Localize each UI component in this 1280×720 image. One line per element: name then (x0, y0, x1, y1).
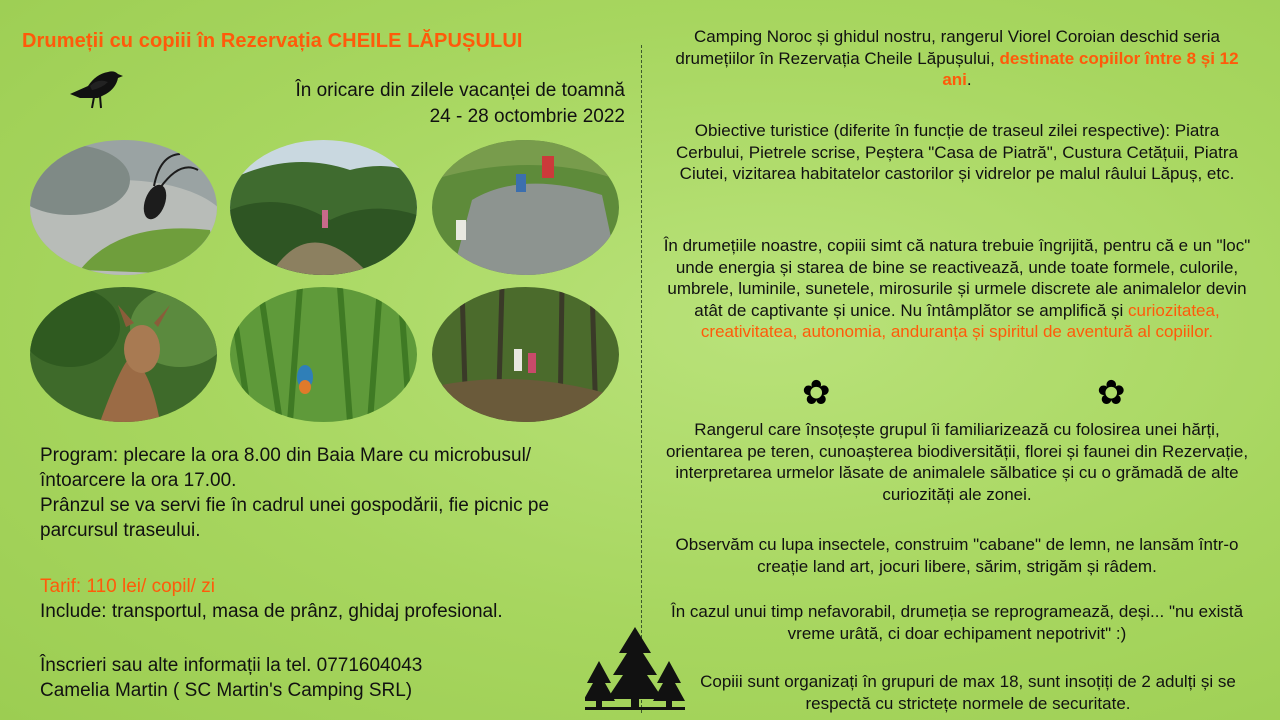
tarif-price: Tarif: 110 lei/ copil/ zi (40, 576, 215, 597)
dates-line-1: În oricare din zilele vacanței de toamnă (295, 80, 625, 101)
trees-icon (585, 625, 685, 710)
program-lunch: Prânzul se va servi fie în cadrul unei gospodării, fie picnic pe parcursul traseului. (40, 495, 550, 541)
intro-paragraph: Camping Noroc și ghidul nostru, rangerul Viorel Coroian deschid seria drumețiilor în Rezervația Cheile Lăpușului, destinate copiilor între 8 și 12 ani. (675, 27, 1239, 89)
photo-roe-deer (30, 287, 217, 422)
tarif-include: Include: transportul, masa de prânz, ghidaj profesional. (40, 601, 503, 622)
photo-rocks-children (432, 140, 619, 275)
bird-icon (68, 64, 124, 110)
column-divider (641, 45, 642, 713)
activities-paragraph: Observăm cu lupa insectele, construim "cabane" de lemn, ne lansăm într-o creație land art, jocuri libere, sărim, strigăm și râdem. (675, 535, 1239, 576)
groups-paragraph: Copiii sunt organizați în grupuri de max 18, sunt insoțiți de 2 adulți și se respectă cu strictețe normele de securitate. (700, 672, 1236, 713)
photo-beetle (30, 140, 217, 275)
nature-paragraph: În drumețiile noastre, copiii simt că natura trebuie îngrijită, pentru că e un "loc" unde energia și starea de bine se reactivează, unde toate formele, culorile, umbrele, luminile, sunetele, mirosurile și urmele discrete ale animalelor devin atât de captivante și unice. Nu întâmplător se amplifică și curiozitatea, creativitatea, autonomia, anduranța și spiritul de aventură al copiilor. (663, 236, 1251, 341)
program-block (40, 443, 580, 543)
page-title: Drumeții cu copiii în Rezervația CHEILE LĂPUȘULUI (22, 30, 523, 52)
photo-forest-hike (432, 287, 619, 422)
tarif-block (40, 574, 640, 624)
dates-block (200, 78, 625, 130)
contact-phone: Înscrieri sau alte informații la tel. 0771604043 (40, 655, 423, 676)
contact-name: Camelia Martin ( SC Martin's Camping SRL) (40, 680, 413, 701)
photo-mountain (230, 140, 417, 275)
photo-kingfisher (230, 287, 417, 422)
age-highlight: destinate copiilor între 8 și 12 ani (942, 48, 1239, 89)
objectives-paragraph: Obiective turistice (diferite în funcție de traseul zilei respective): Piatra Cerbului, Pietrele scrise, Peștera "Casa de Piatră", Custura Cetățuii, Piatra Ciutei, vizitarea habitatelor castorilor și vidrelor pe malul râului Lăpuș, etc. (676, 121, 1238, 183)
program-schedule: Program: plecare la ora 8.00 din Baia Mare cu microbusul/ întoarcere la ora 17.00. (40, 445, 532, 491)
weather-paragraph: În cazul unui timp nefavorabil, drumeția se reprogramează, deși... "nu există vreme urâtă, ci doar echipament nepotrivit" :) (670, 602, 1244, 643)
flower-icon: ✿ (802, 374, 831, 412)
qualities-highlight: curiozitatea, creativitatea, autonomia, anduranța și spiritul de aventură al copiilor. (700, 300, 1220, 341)
flower-icon: ✿ (1097, 374, 1126, 412)
ranger-paragraph: Rangerul care însoțește grupul îi familiarizează cu folosirea unei hărți, orientarea pe teren, cunoașterea biodiversității, florei și faunei din Rezervație, interpretarea urmelor lăsate de animalele sălbatice și cu o grămadă de alte curiozități ale zonei. (665, 420, 1249, 504)
contact-block (40, 653, 600, 703)
dates-line-2: 24 - 28 octombrie 2022 (429, 106, 625, 127)
